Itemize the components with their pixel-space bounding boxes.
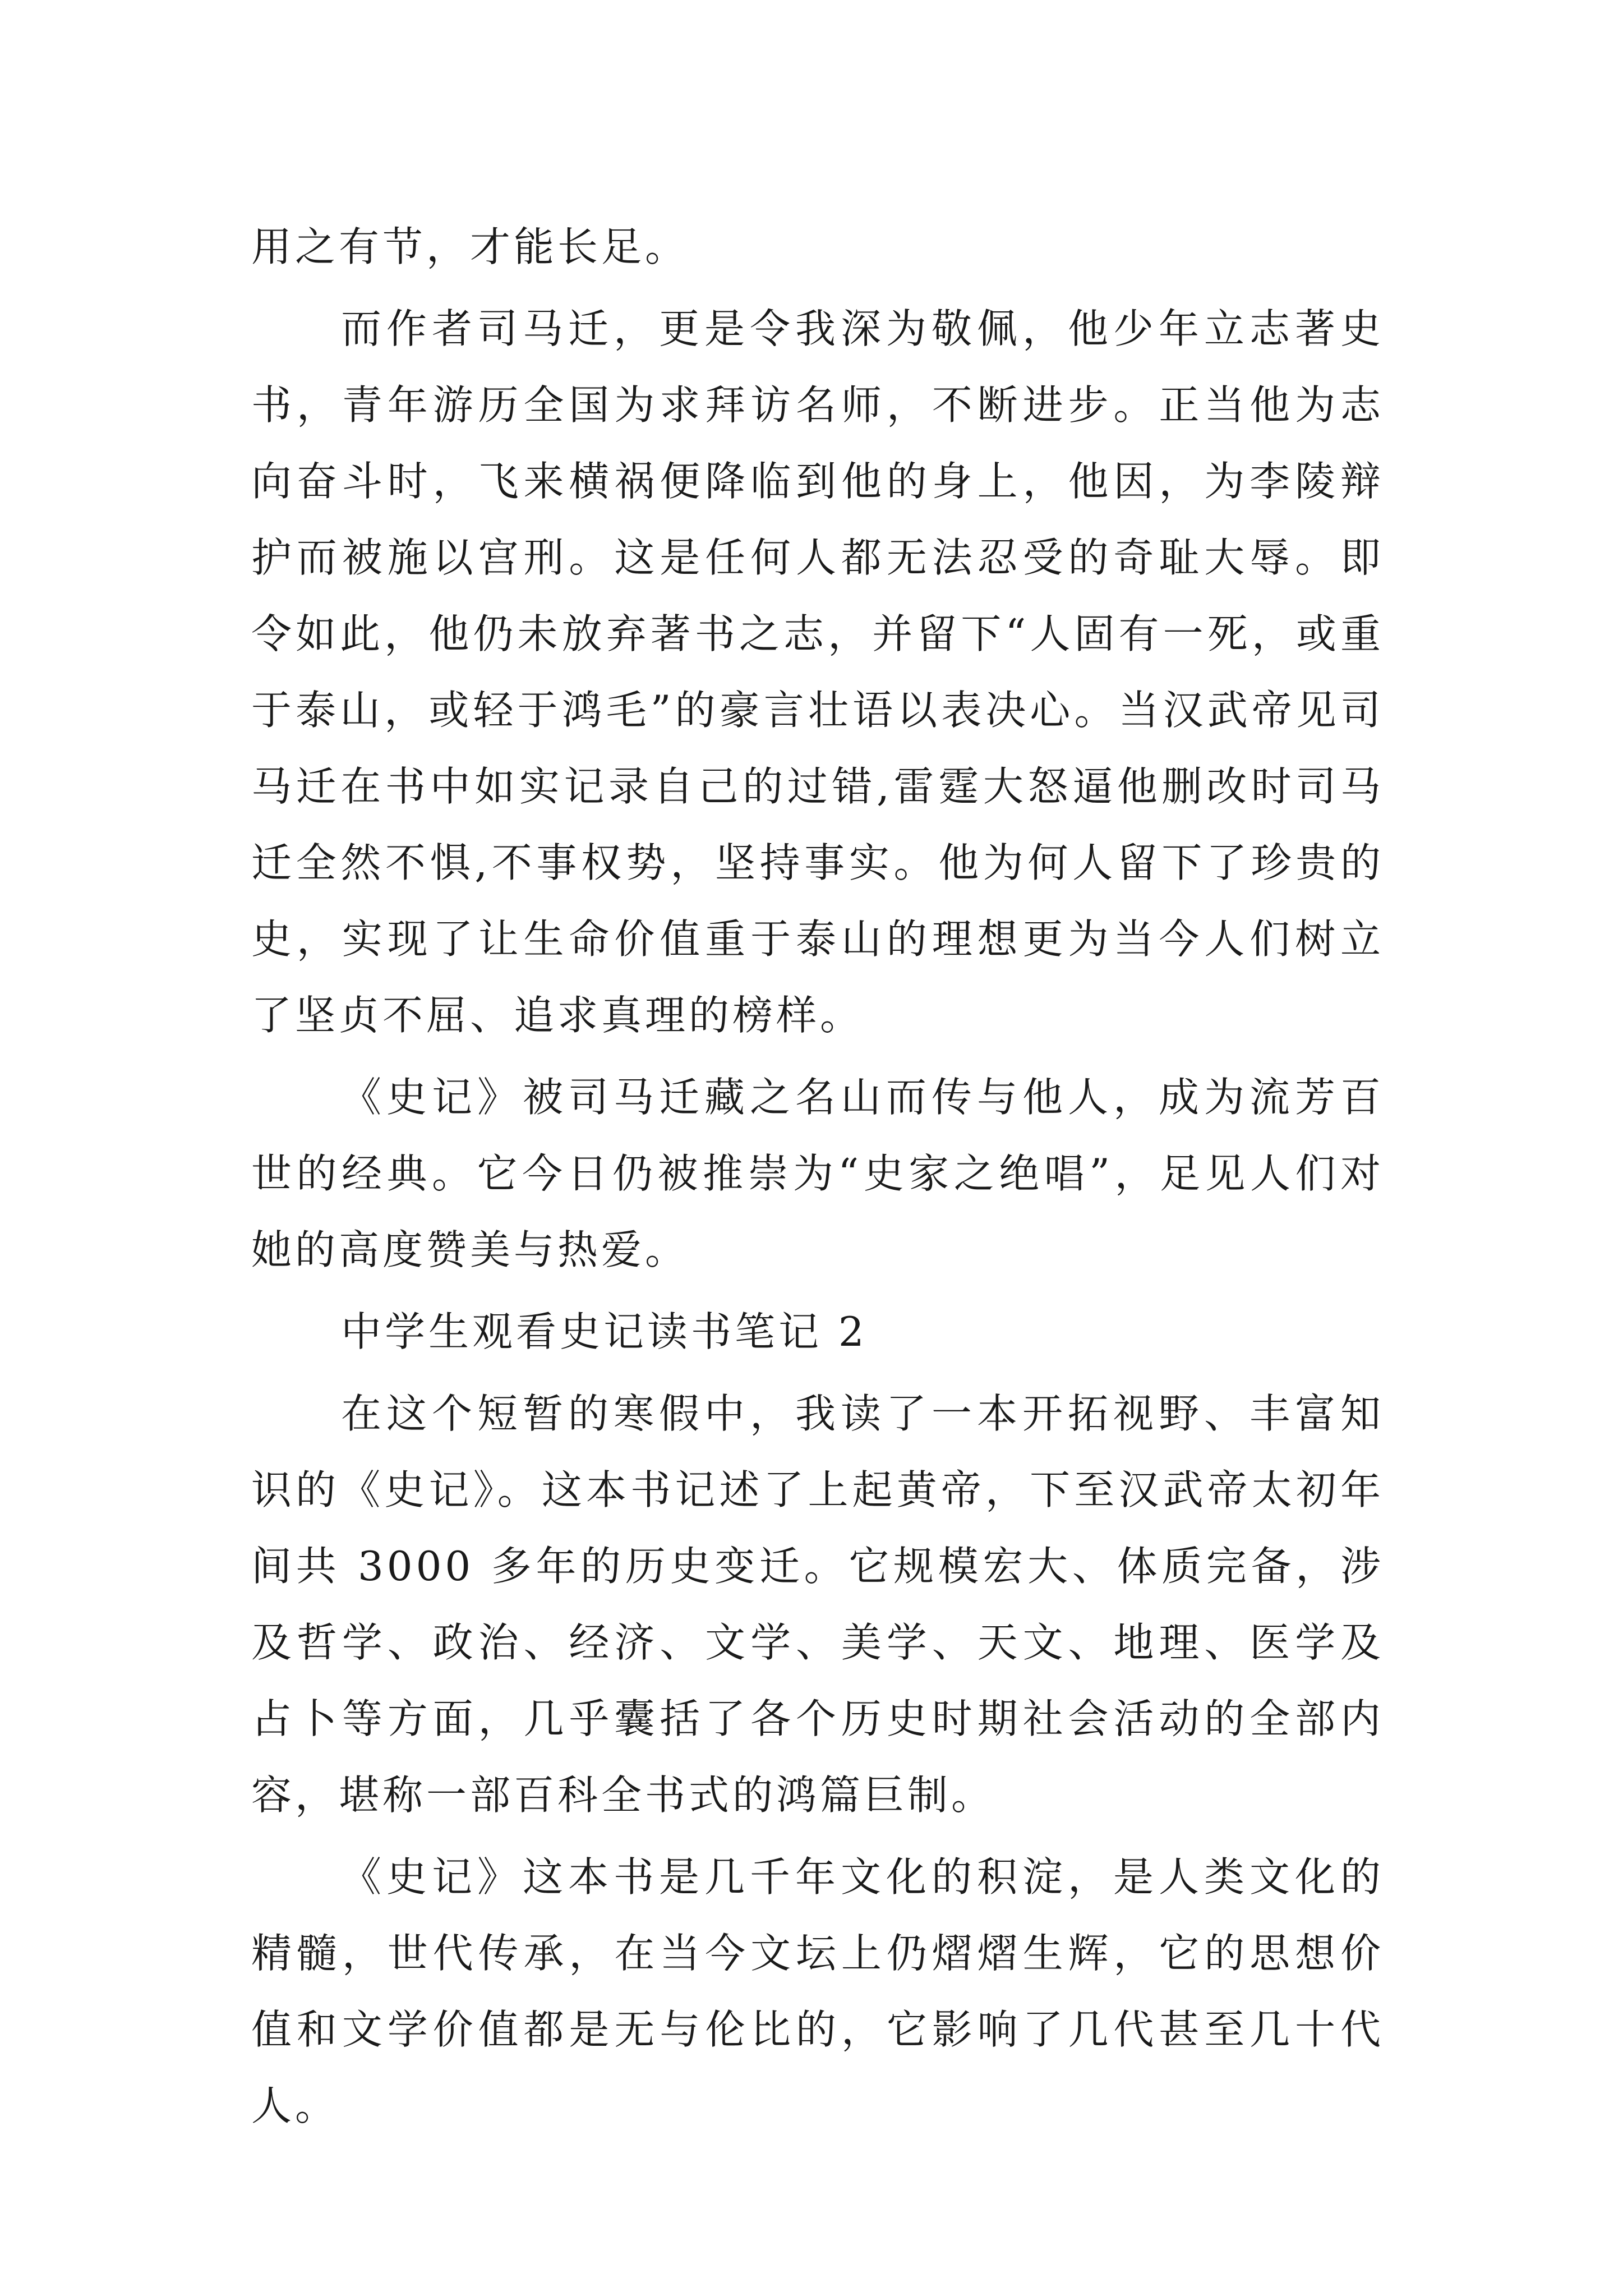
- paragraph-cultural-value: 《史记》这本书是几千年文化的积淀，是人类文化的精髓，世代传承，在当今文坛上仍熠熠生辉，它的思想价值和文学价值都是无与伦比的，它影响了几代甚至几十代人。: [251, 1853, 1384, 2129]
- paragraph-winter-reading: 在这个短暂的寒假中，我读了一本开拓视野、丰富知识的《史记》。这本书记述了上起黄帝，下至汉武帝太初年间共 3000 多年的历史变迁。它规模宏大、体质完备，涉及哲学、政治、经济、文学、美学、天文、地理、医学及占卜等方面，几乎囊括了各个历史时期社会活动的全部内容，堪称一部百科全书式的鸿篇巨制。: [251, 1390, 1384, 1819]
- document-body: [251, 209, 1384, 2150]
- section-heading: 中学生观看史记读书笔记 2: [341, 1308, 868, 1355]
- paragraph-continuation: 用之有节，才能长足。: [251, 223, 689, 270]
- paragraph-sima-qian: 而作者司马迁，更是令我深为敬佩，他少年立志著史书，青年游历全国为求拜访名师，不断进步。正当他为志向奋斗时，飞来横祸便降临到他的身上，他因，为李陵辩护而被施以宫刑。这是任何人都无法忍受的奇耻大辱。即令如此，他仍未放弃著书之志，并留下“人固有一死，或重于泰山，或轻于鸿毛”的豪言壮语以表决心。当汉武帝见司马迁在书中如实记录自己的过错,雷霆大怒逼他删改时司马迁全然不惧,不事权势，坚持事实。他为何人留下了珍贵的史，实现了让生命价值重于泰山的理想更为当今人们树立了坚贞不屈、追求真理的榜样。: [251, 305, 1384, 1039]
- paragraph-legacy: 《史记》被司马迁藏之名山而传与他人，成为流芳百世的经典。它今日仍被推崇为“史家之绝唱”，足见人们对她的高度赞美与热爱。: [251, 1074, 1384, 1273]
